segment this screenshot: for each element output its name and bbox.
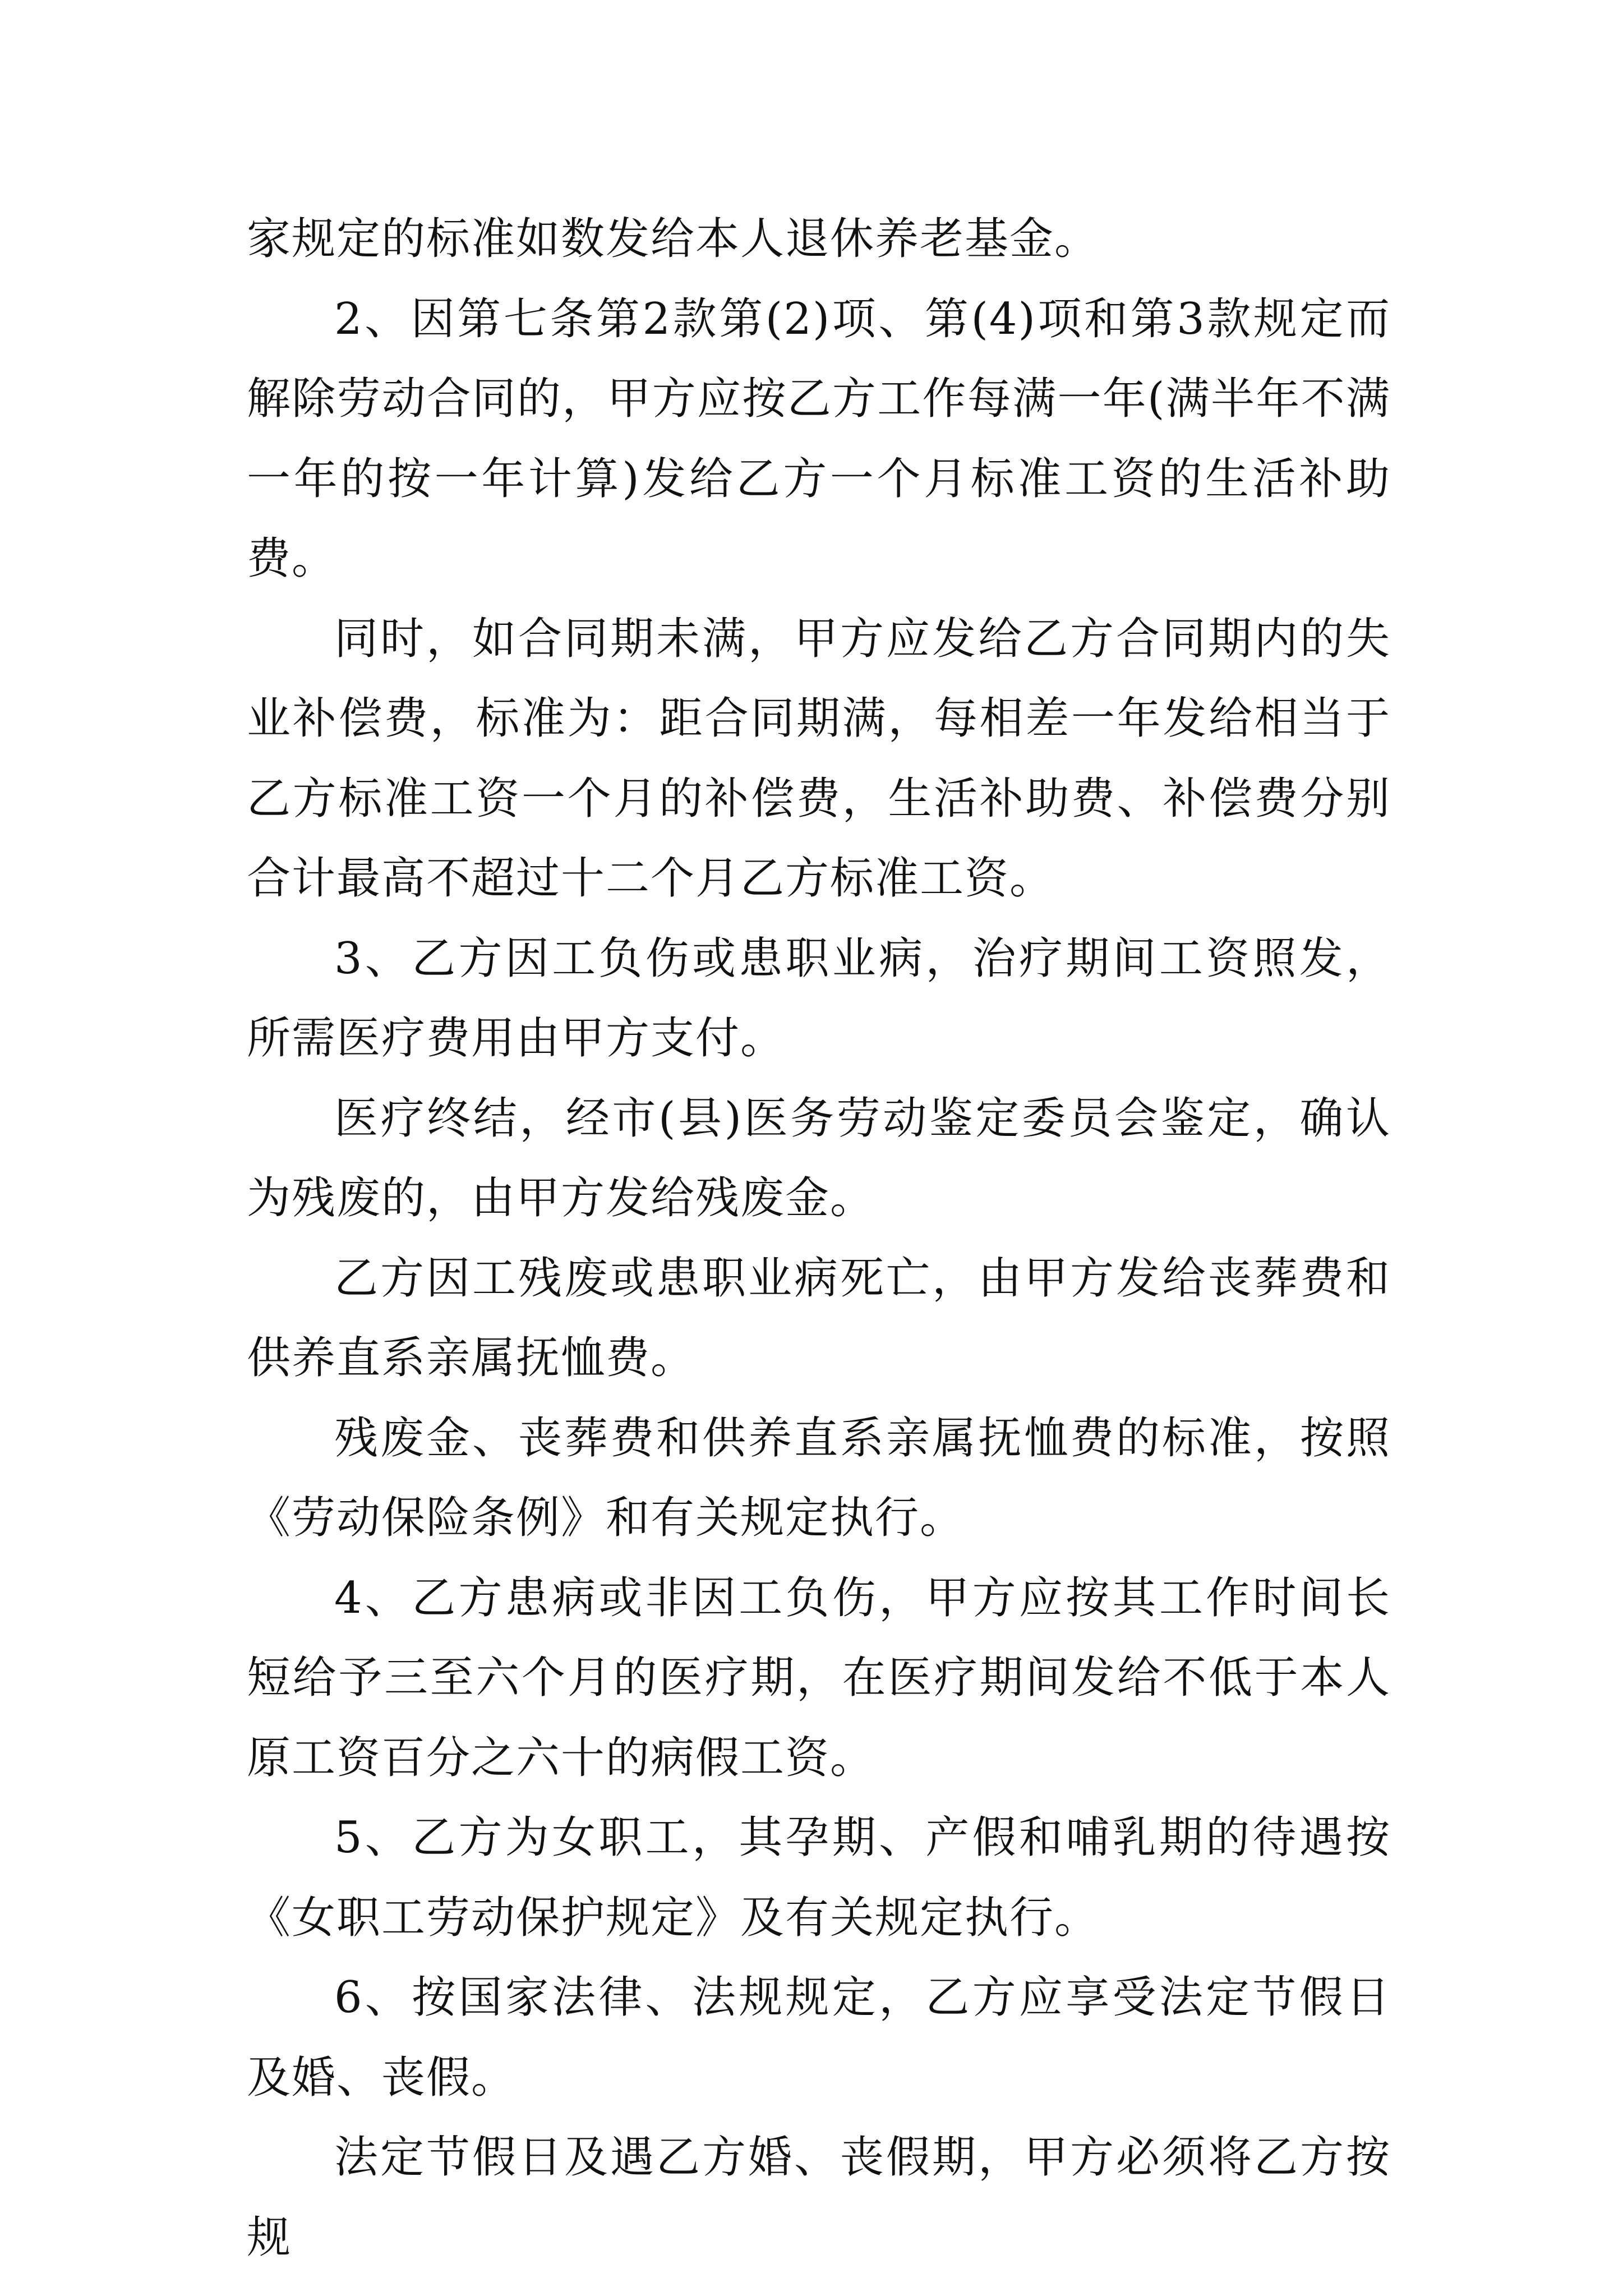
- paragraph-clause-4-sick-leave: 4、乙方患病或非因工负伤，甲方应按其工作时间长短给予三至六个月的医疗期，在医疗期间发给不低于本人原工资百分之六十的病假工资。: [247, 1572, 1391, 1783]
- paragraph-funeral-pension: 乙方因工残废或患职业病死亡，由甲方发给丧葬费和供养直系亲属抚恤费。: [247, 1253, 1391, 1383]
- paragraph-clause-3-work-injury: 3、乙方因工负伤或患职业病，治疗期间工资照发，所需医疗费用由甲方支付。: [247, 933, 1391, 1064]
- paragraph-pension-standard: 残废金、丧葬费和供养直系亲属抚恤费的标准，按照《劳动保险条例》和有关规定执行。: [247, 1412, 1391, 1543]
- paragraph-unemployment-compensation: 同时，如合同期未满，甲方应发给乙方合同期内的失业补偿费，标准为：距合同期满，每相差一年发给相当于乙方标准工资一个月的补偿费，生活补助费、补偿费分别合计最高不超过十二个月乙方标准工资。: [247, 613, 1391, 904]
- paragraph-retirement-fund: 家规定的标准如数发给本人退休养老基金。: [247, 214, 1100, 264]
- document-body: [247, 199, 1391, 2277]
- paragraph-holiday-pay: 法定节假日及遇乙方婚、丧假期，甲方必须将乙方按规: [247, 2132, 1391, 2263]
- paragraph-clause-2-living-allowance: 2、因第七条第2款第(2)项、第(4)项和第3款规定而解除劳动合同的，甲方应按乙方工作每满一年(满半年不满一年的按一年计算)发给乙方一个月标准工资的生活补助费。: [247, 293, 1391, 584]
- paragraph-clause-6-holidays: 6、按国家法律、法规规定，乙方应享受法定节假日及婚、丧假。: [247, 1972, 1391, 2103]
- paragraph-disability-appraisal: 医疗终结，经市(县)医务劳动鉴定委员会鉴定，确认为残废的，由甲方发给残废金。: [247, 1093, 1391, 1223]
- paragraph-clause-5-female-workers: 5、乙方为女职工，其孕期、产假和哺乳期的待遇按《女职工劳动保护规定》及有关规定执行。: [247, 1812, 1391, 1943]
